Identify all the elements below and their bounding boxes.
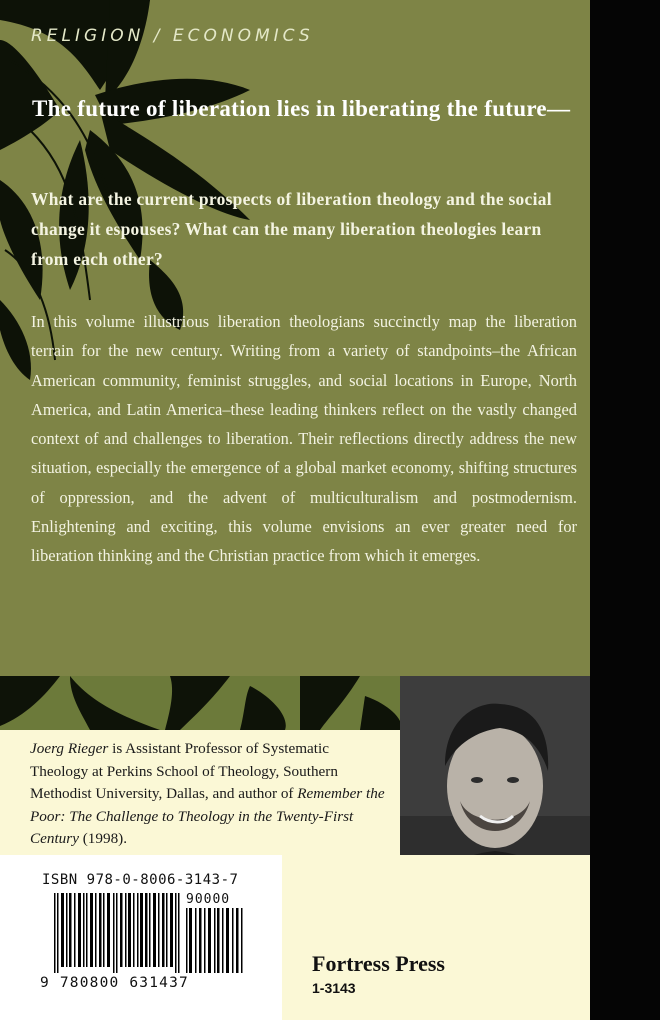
price-addon-barcode xyxy=(186,908,244,973)
dark-edge-strip xyxy=(590,0,660,1020)
bio-book-title: Remember the Poor: The Challenge to Theology in the Twenty-First Century xyxy=(30,785,385,847)
engraving-band xyxy=(0,676,400,730)
lead-question: What are the current prospects of liberation theology and the social change it espouses? What can the many liberation theologies learn from each other? xyxy=(31,189,552,269)
bio-text-part-2: (1998). xyxy=(78,830,128,847)
bio-text-part-1: is Assistant Professor of Systematic Theology at Perkins School of Theology, Southern Methodist University, Dallas, and author of xyxy=(30,740,338,802)
isbn-barcode xyxy=(54,893,182,973)
category-label: RELIGION / ECONOMICS xyxy=(31,26,314,46)
isbn-digits: 9 780800 631437 xyxy=(40,975,189,991)
publisher-name: Fortress Press xyxy=(312,951,445,976)
engraving-band-illustration xyxy=(0,676,400,730)
isbn-label: ISBN 978-0-8006-3143-7 xyxy=(42,872,239,888)
author-name: Joerg Rieger xyxy=(30,740,109,757)
author-bio xyxy=(30,738,390,851)
publisher-code: 1-3143 xyxy=(312,980,356,996)
price-addon-code: 90000 xyxy=(186,892,231,907)
headline: The future of liberation lies in liberating the future— xyxy=(32,96,571,121)
book-description: In this volume illustrious liberation theologians succinctly map the liberation terrain for the new century. Writing from a variety of standpoints–the African American community, feminist struggles, and social locations in Europe, North America, and Latin America–these leading thinkers reflect on the vastly changed context of and challenges to liberation. Their reflections directly address the new situation, especially the emergence of a global market economy, shifting structures of oppression, and the advent of multiculturalism and postmodernism. Enlightening and exciting, this volume envisions an ever greater need for liberation thinking and the Christian practice from which it emerges. xyxy=(31,312,577,566)
